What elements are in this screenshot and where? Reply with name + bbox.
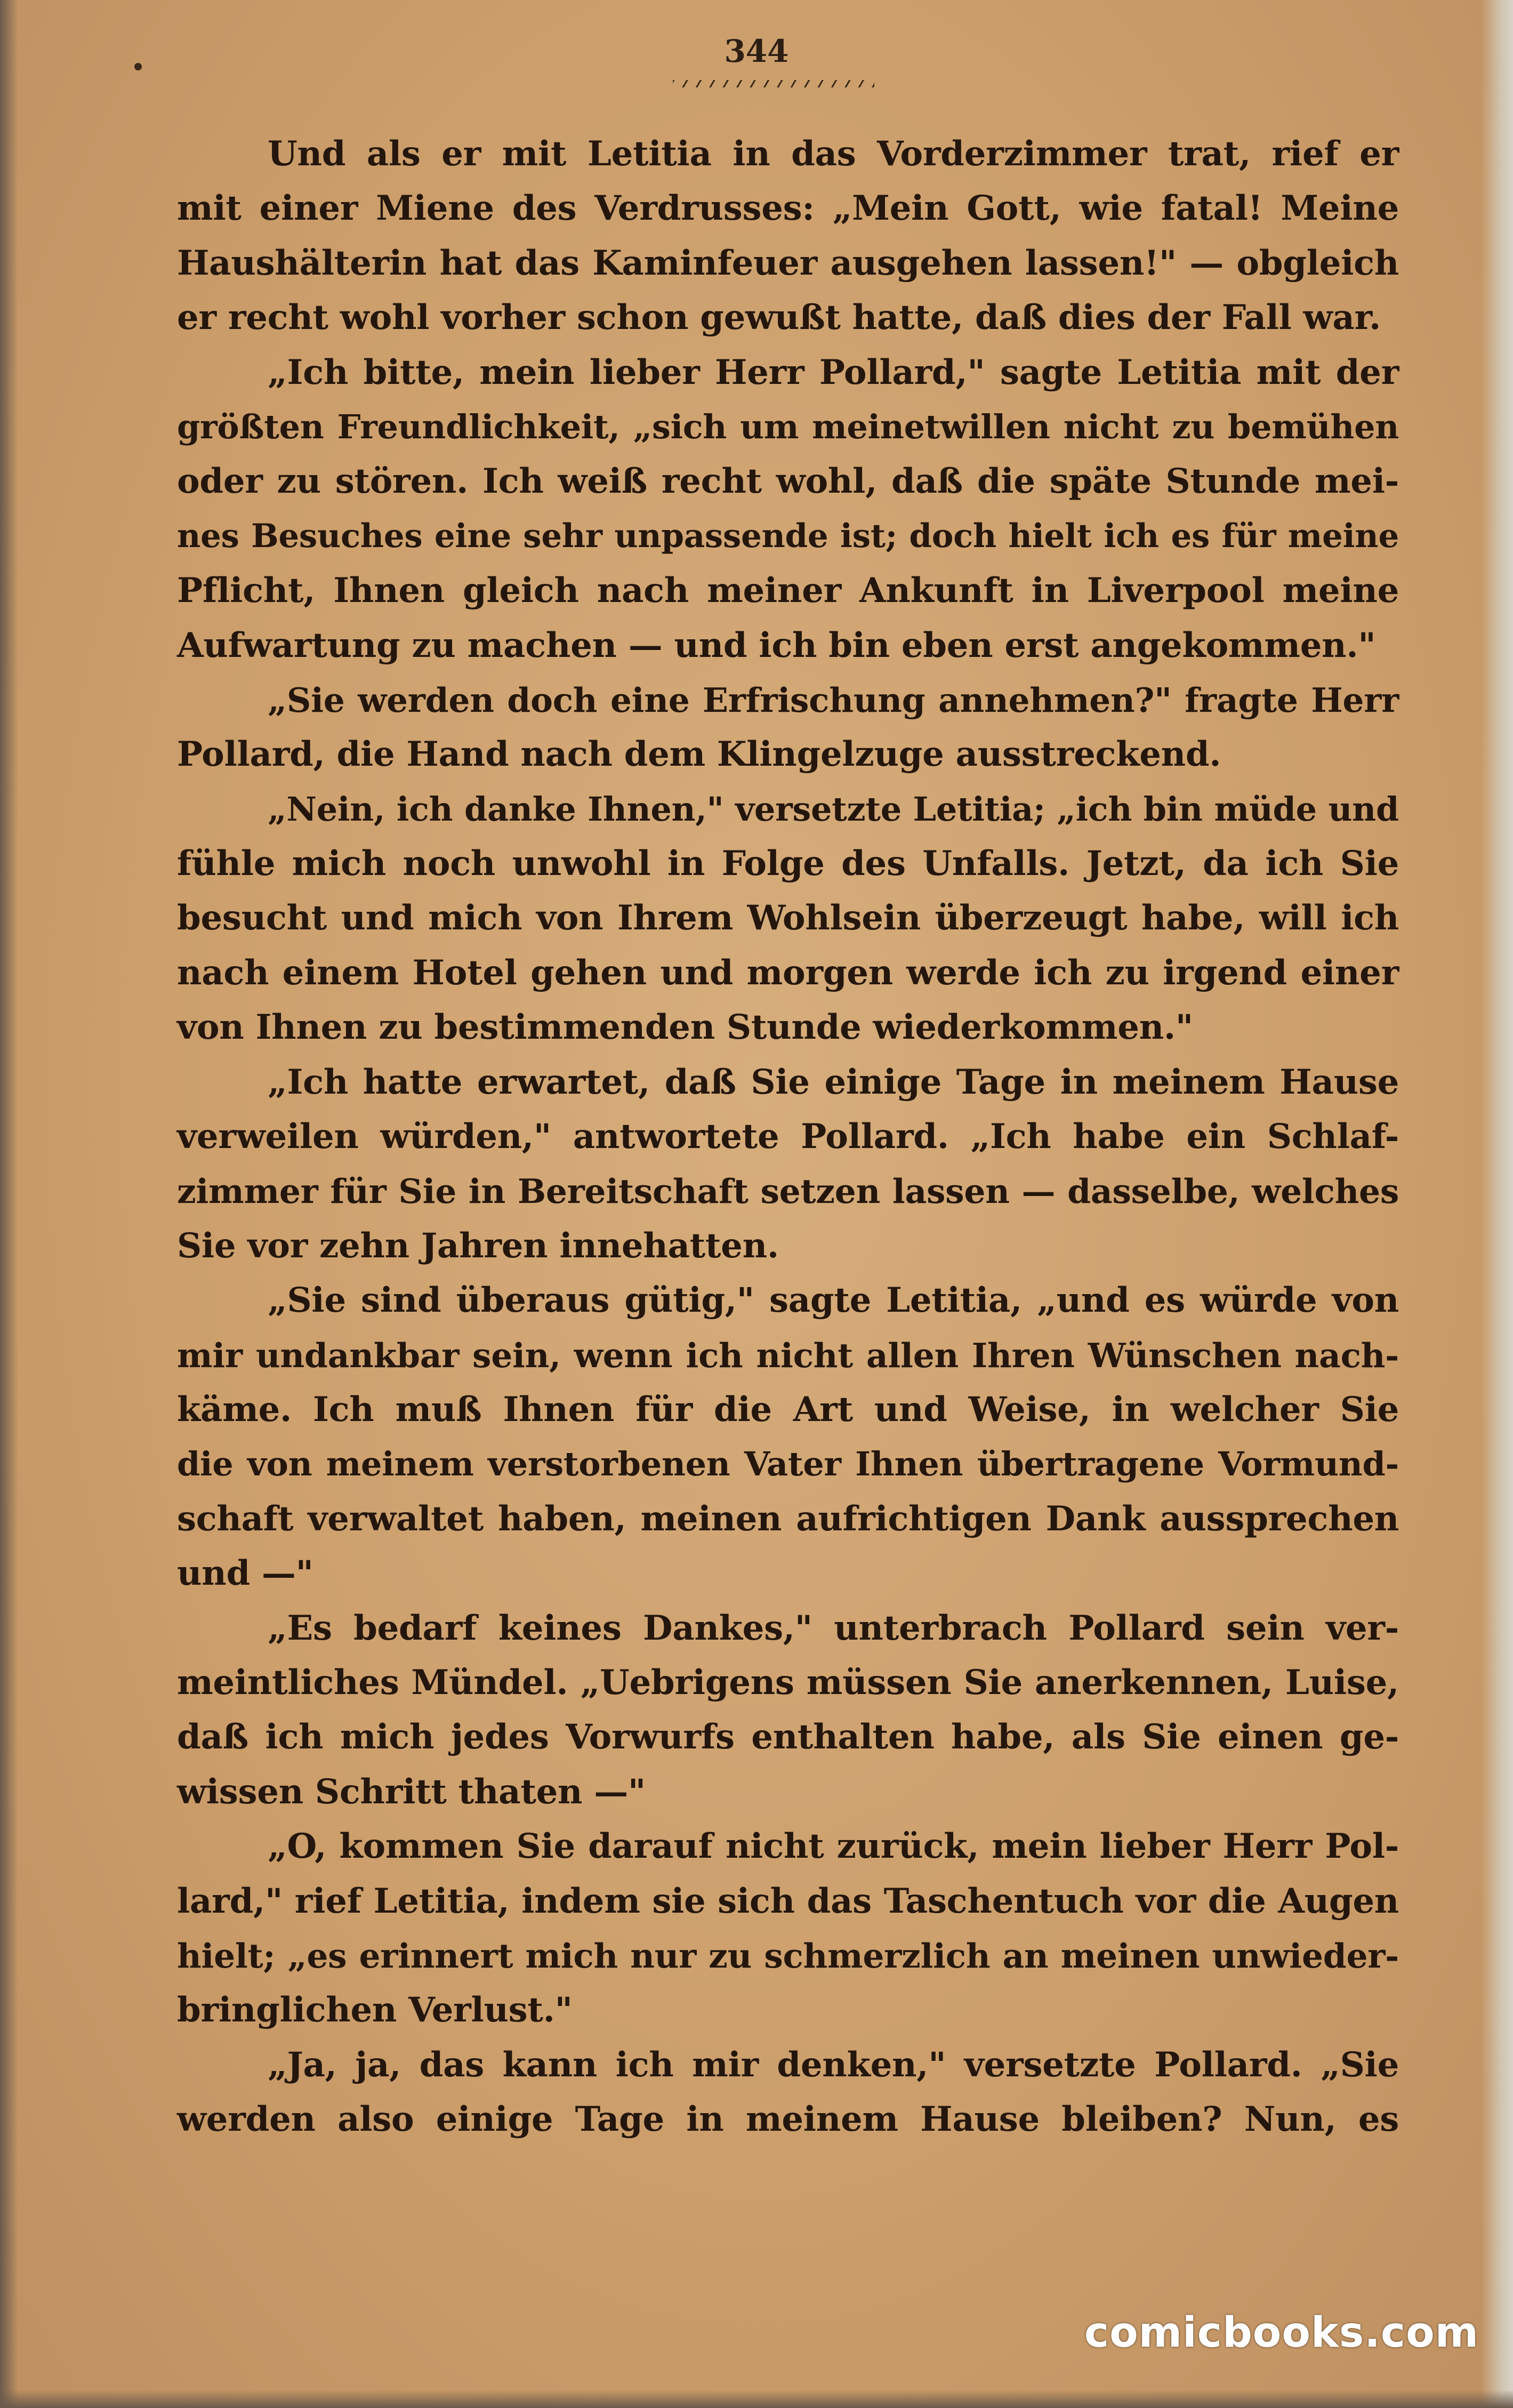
text-line: mit einer Miene des Verdrusses: „Mein Gott, wie fatal! Meine (177, 188, 1399, 229)
text-line: käme. Ich muß Ihnen für die Art und Weise, in welcher Sie (177, 1389, 1399, 1430)
text-line: Sie vor zehn Jahren innehatten. (177, 1225, 779, 1266)
text-line: Und als er mit Letitia in das Vorderzimmer trat, rief er (268, 134, 1399, 174)
text-line: „Sie sind überaus gütig," sagte Letitia, „und es würde von (268, 1280, 1399, 1321)
body-text (177, 127, 1399, 2147)
text-line: wissen Schritt thaten —" (177, 1771, 646, 1812)
text-line: „Sie werden doch eine Erfrischung annehmen?" fragte Herr (268, 680, 1399, 720)
text-line: „Ja, ja, das kann ich mir denken," versetzte Pollard. „Sie (268, 2044, 1399, 2085)
text-line: besucht und mich von Ihrem Wohlsein überzeugt habe, will ich (177, 898, 1399, 938)
text-line: fühle mich noch unwohl in Folge des Unfalls. Jetzt, da ich Sie (177, 844, 1399, 884)
text-line: die von meinem verstorbenen Vater Ihnen übertragene Vormund- (177, 1444, 1399, 1484)
text-line: nach einem Hotel gehen und morgen werde ich zu irgend einer (177, 952, 1399, 993)
text-line: zimmer für Sie in Bereitschaft setzen lassen — dasselbe, welches (177, 1171, 1399, 1211)
text-line: und —" (177, 1553, 313, 1594)
text-line: lard," rief Letitia, indem sie sich das Taschentuch vor die Augen (177, 1881, 1399, 1921)
page-right-edge (1481, 0, 1513, 2408)
text-line: bringlichen Verlust." (177, 1990, 573, 2030)
text-line: oder zu stören. Ich weiß recht wohl, daß die späte Stunde mei- (177, 461, 1399, 502)
text-line: Pflicht, Ihnen gleich nach meiner Ankunft in Liverpool meine (177, 571, 1399, 611)
text-line: schaft verwaltet haben, meinen aufrichtigen Dank aussprechen (177, 1498, 1399, 1539)
text-line: Aufwartung zu machen — und ich bin eben erst angekommen." (177, 625, 1376, 665)
text-line: mir undankbar sein, wenn ich nicht allen Ihren Wünschen nach- (177, 1335, 1399, 1375)
page-number: 344 (724, 33, 789, 69)
text-line: größten Freundlichkeit, „sich um meinetwillen nicht zu bemühen (177, 407, 1399, 446)
page-bottom-shadow (0, 2390, 1513, 2408)
text-line: von Ihnen zu bestimmenden Stunde wiederkommen." (177, 1007, 1193, 1048)
text-line: „Es bedarf keines Dankes," unterbrach Pollard sein ver- (268, 1608, 1399, 1648)
text-line: werden also einige Tage in meinem Hause bleiben? Nun, es (177, 2099, 1399, 2140)
text-line: er recht wohl vorher schon gewußt hatte, daß dies der Fall war. (177, 298, 1381, 338)
text-line: Pollard, die Hand nach dem Klingelzuge ausstreckend. (177, 734, 1221, 775)
header-ornament-rule (673, 80, 874, 87)
text-line: daß ich mich jedes Vorwurfs enthalten habe, als Sie einen ge- (177, 1717, 1399, 1757)
text-line: Haushälterin hat das Kaminfeuer ausgehen lassen!" — obgleich (177, 243, 1399, 283)
text-line: „Ich bitte, mein lieber Herr Pollard," sagte Letitia mit der (268, 352, 1399, 392)
text-line: meintliches Mündel. „Uebrigens müssen Sie anerkennen, Luise, (177, 1662, 1399, 1703)
text-line: „Ich hatte erwartet, daß Sie einige Tage in meinem Hause (268, 1062, 1399, 1102)
text-line: nes Besuches eine sehr unpassende ist; doch hielt ich es für meine (177, 517, 1399, 555)
text-line: „Nein, ich danke Ihnen," versetzte Letitia; „ich bin müde und (268, 789, 1399, 829)
watermark: comicbooks.com (1084, 2309, 1479, 2357)
text-line: hielt; „es erinnert mich nur zu schmerzlich an meinen unwieder- (177, 1936, 1399, 1976)
text-line: „O, kommen Sie darauf nicht zurück, mein lieber Herr Pol- (268, 1826, 1399, 1867)
page-left-shadow (0, 0, 18, 2408)
text-line: verweilen würden," antwortete Pollard. „Ich habe ein Schlaf- (177, 1117, 1399, 1157)
